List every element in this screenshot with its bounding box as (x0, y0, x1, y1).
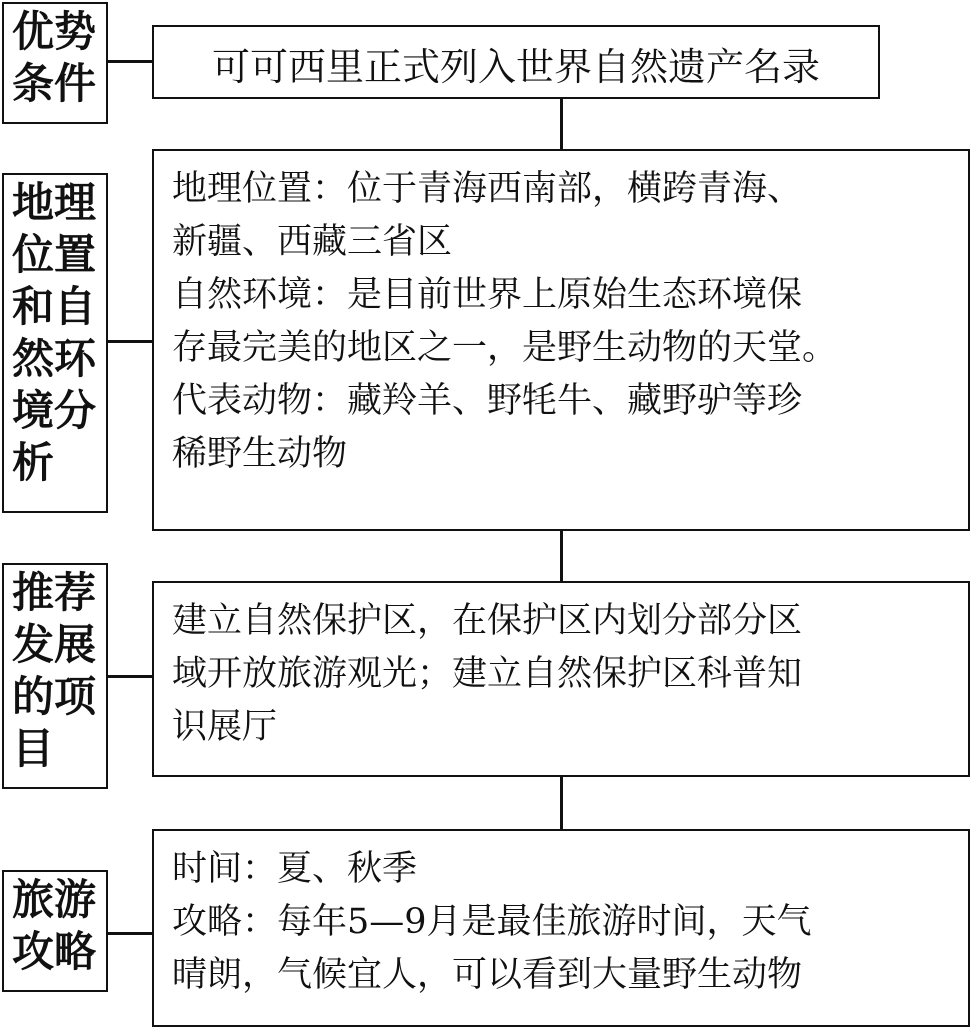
label-line: 发展 (12, 620, 97, 669)
content-travel-guide (152, 829, 970, 1027)
content-location-environment (152, 149, 970, 531)
content-line: 自然环境：是目前世界上原始生态环境保 (172, 275, 803, 315)
label-line: 析 (12, 438, 55, 487)
content-line: 存最完美的地区之一，是野生动物的天堂。 (172, 328, 838, 368)
content-advantage-conditions (152, 25, 880, 99)
label-line: 和自 (12, 282, 97, 331)
label-recommended-projects (2, 563, 108, 789)
label-line: 位置 (12, 230, 97, 279)
label-location-environment (2, 173, 108, 513)
connector (108, 340, 152, 343)
content-line: 稀野生动物 (172, 434, 348, 474)
content-line: 地理位置：位于青海西南部，横跨青海、 (172, 169, 803, 209)
connector (108, 675, 152, 678)
label-line: 境分 (12, 386, 97, 435)
label-line: 条件 (12, 59, 97, 108)
label-line: 目 (12, 724, 55, 773)
content-line: 攻略：每年5—9月是最佳旅游时间，天气 (172, 902, 812, 942)
label-line: 推荐 (12, 568, 97, 617)
connector (560, 531, 563, 581)
label-travel-guide (2, 870, 108, 992)
label-line: 攻略 (12, 927, 97, 976)
content-line: 时间：夏、秋季 (172, 849, 418, 889)
content-line: 识展厅 (172, 707, 278, 747)
content-line: 新疆、西藏三省区 (172, 222, 453, 262)
label-line: 优势 (12, 7, 97, 56)
label-line: 然环 (12, 334, 97, 383)
label-advantage-conditions (2, 2, 108, 124)
connector (108, 932, 152, 935)
label-line: 旅游 (12, 875, 97, 924)
connector (560, 777, 563, 829)
label-line: 地理 (12, 178, 97, 227)
content-line: 可可西里正式列入世界自然遗产名录 (211, 45, 820, 89)
content-line: 晴朗，气候宜人，可以看到大量野生动物 (172, 955, 803, 995)
connector (108, 60, 152, 63)
label-line: 的项 (12, 672, 97, 721)
content-recommended-projects (152, 581, 970, 777)
content-line: 域开放旅游观光；建立自然保护区科普知 (172, 654, 803, 694)
content-line: 代表动物：藏羚羊、野牦牛、藏野驴等珍 (172, 381, 803, 421)
content-line: 建立自然保护区，在保护区内划分部分区 (172, 601, 803, 641)
connector (560, 99, 563, 149)
